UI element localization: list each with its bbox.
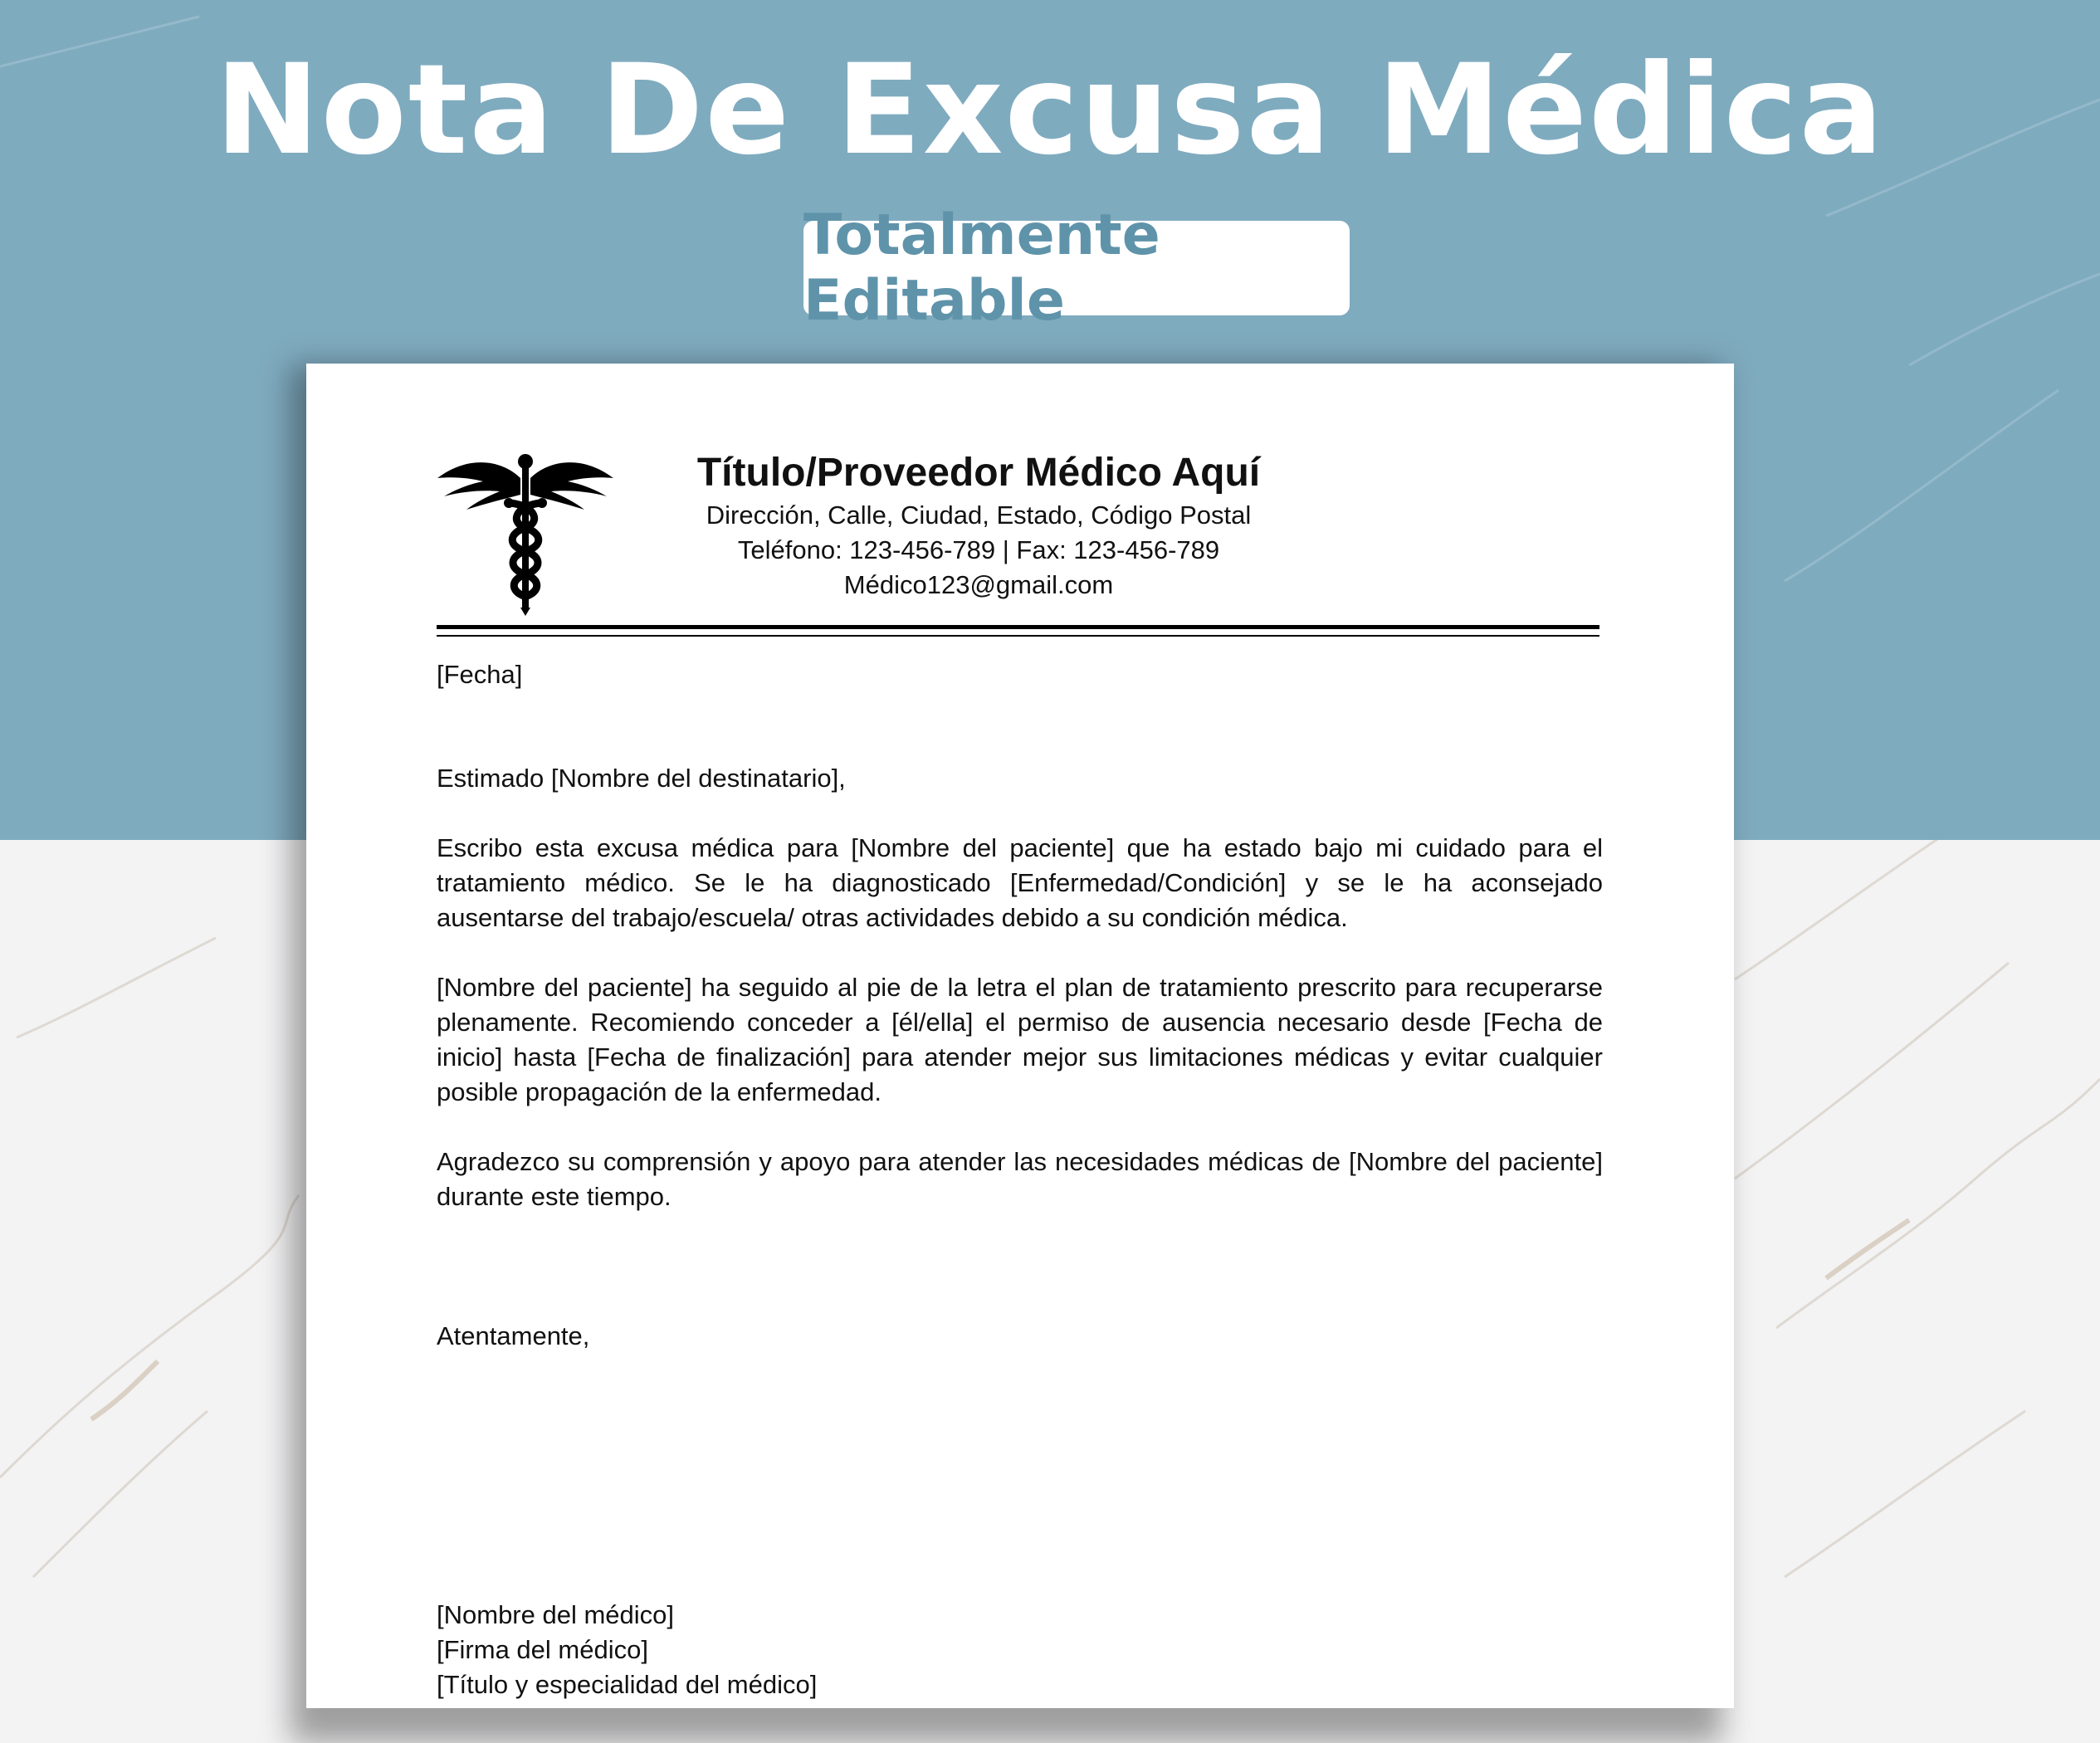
doctor-signature: [Firma del médico] [437, 1635, 648, 1664]
header-divider-thick [437, 625, 1599, 629]
provider-phone-fax: Teléfono: 123-456-789 | Fax: 123-456-789 [737, 535, 1220, 564]
paragraph-text: Escribo esta excusa médica para [Nombre del paciente] que ha estado bajo mi cuidado para el tratamiento médico. Se le ha diagnosticado [Enfermedad/Condición] y se le ha aconsejado ausentarse del trabajo/escuela/ otras actividades debido a su condición médica. [437, 833, 1603, 932]
provider-address: Dirección, Calle, Ciudad, Estado, Código Postal [706, 500, 1252, 530]
letter-paragraph-3 [437, 1145, 1603, 1214]
letterhead [564, 448, 1394, 603]
doctor-title: [Título y especialidad del médico] [437, 1670, 818, 1699]
page-headline: Nota De Excusa Médica [215, 38, 1885, 183]
letter-paragraph-1 [437, 831, 1603, 935]
letter-date: [Fecha] [437, 660, 523, 689]
letter-paragraph-2 [437, 970, 1603, 1110]
provider-title: Título/Proveedor Médico Aquí [696, 451, 1261, 495]
letter-page [306, 364, 1734, 1708]
paragraph-text: Agradezco su comprensión y apoyo para atender las necesidades médicas de [Nombre del paciente] durante este tiempo. [437, 1147, 1603, 1211]
letter-greeting: Estimado [Nombre del destinatario], [437, 764, 846, 793]
provider-email: Médico123@gmail.com [843, 570, 1114, 599]
letter-closing: Atentamente, [437, 1321, 590, 1350]
header-divider-thin [437, 635, 1599, 637]
editable-badge: Totalmente Editable [803, 221, 1350, 315]
paragraph-text: [Nombre del paciente] ha seguido al pie de la letra el plan de tratamiento prescrito para recuperarse plenamente. Recomiendo conceder a [él/ella] el permiso de ausencia necesario desde [Fecha de inicio] hasta [Fecha de finalización] para atender mejor sus limitaciones médicas y evitar cualquier posible propagación de la enfermedad. [437, 973, 1603, 1106]
doctor-name: [Nombre del médico] [437, 1600, 675, 1629]
